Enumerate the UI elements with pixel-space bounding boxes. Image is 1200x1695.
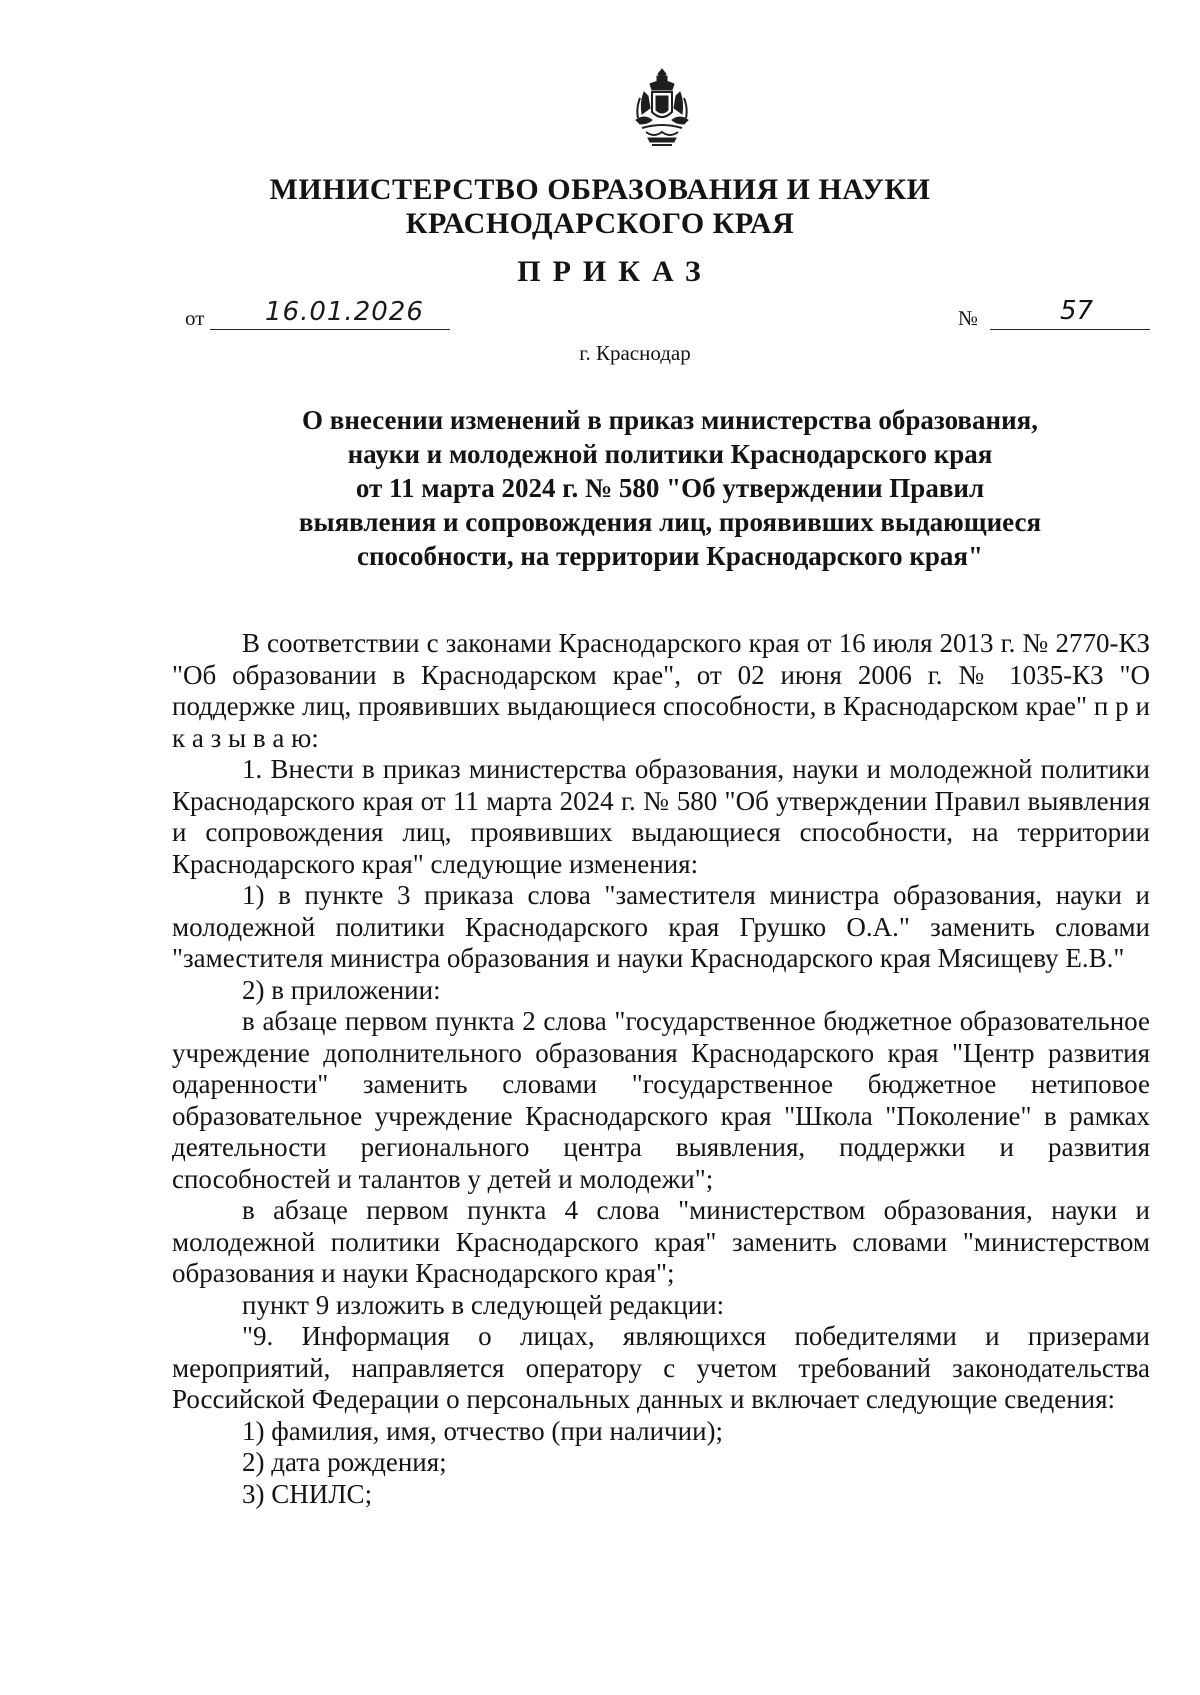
title-line: науки и молодежной политики Краснодарского края (347, 439, 993, 469)
date-label: от (185, 306, 205, 330)
new-paragraph-9: "9. Информация о лицах, являющихся победителями и призерами мероприятий, направляется оператору с учетом требований законодательства Российской Федерации о персональных данных и включает следующие сведения: (172, 1321, 1150, 1414)
handwritten-date: 16.01.2026 (265, 297, 424, 327)
organization-name-line2: КРАСНОДАРСКОГО КРАЯ (405, 207, 795, 240)
list-item: 2) дата рождения; (242, 1447, 447, 1477)
title-line: выявления и сопровождения лиц, проявивших выдающиеся (298, 507, 1042, 537)
document-type-heading: ПРИКАЗ (517, 255, 713, 288)
date-underline (210, 329, 450, 330)
organization-name-line1: МИНИСТЕРСТВО ОБРАЗОВАНИЯ И НАУКИ (269, 173, 931, 206)
city-name: г. Краснодар (579, 341, 691, 365)
title-line: от 11 марта 2024 г. № 580 "Об утверждении Правил (355, 473, 985, 503)
amendment-paragraph-9-intro: пункт 9 изложить в следующей редакции: (242, 1289, 725, 1320)
order-title (240, 403, 1100, 573)
handwritten-number: 57 (1060, 296, 1094, 326)
amendment-paragraph-4: в абзаце первом пункта 4 слова "министерством образования, науки и молодежной политики Краснодарского края" заменить словами "министерством образования и науки Краснодарского края"; (172, 1195, 1150, 1288)
list-item: 1) фамилия, имя, отчество (при наличии); (242, 1415, 724, 1446)
number-label: № (958, 306, 979, 330)
amendment-paragraph-2: в абзаце первом пункта 2 слова "государственное бюджетное образовательное учреждение дополнительного образования Краснодарского края "Центр развития одаренности" заменить словами "государственное бюджетное нетиповое образовательное учреждение Краснодарского края "Школа "Поколение" в рамках деятельности регионального центра выявления, поддержки и развития способностей и талантов у детей и молодежи"; (172, 1006, 1150, 1194)
title-line: О внесении изменений в приказ министерства образования, (302, 405, 1038, 435)
title-line: способности, на территории Краснодарского края" (356, 541, 984, 571)
coat-of-arms-icon (630, 68, 694, 152)
subitem-2-paragraph: 2) в приложении: (242, 974, 441, 1005)
order-body (172, 628, 1150, 1510)
item-1-paragraph: 1. Внести в приказ министерства образования, науки и молодежной политики Краснодарского края от 11 марта 2024 г. № 580 "Об утверждении Правил выявления и сопровождения лиц, проявивших выдающиеся способности, на территории Краснодарского края" следующие изменения: (172, 754, 1150, 879)
number-underline (990, 329, 1150, 330)
subitem-1-paragraph: 1) в пункте 3 приказа слова "заместителя министра образования, науки и молодежной политики Краснодарского края Грушко О.А." заменить словами "заместителя министра образования и науки Краснодарского края Мясищеву Е.В." (172, 880, 1150, 973)
preamble-paragraph: В соответствии с законами Краснодарского края от 16 июля 2013 г. № 2770-КЗ "Об образовании в Краснодарском крае", от 02 июня 2006 г. № 1035-КЗ "О поддержке лиц, проявивших выдающиеся способности, в Краснодарском крае" п р и к а з ы в а ю: (172, 628, 1150, 753)
list-item: 3) СНИЛС; (242, 1478, 373, 1509)
